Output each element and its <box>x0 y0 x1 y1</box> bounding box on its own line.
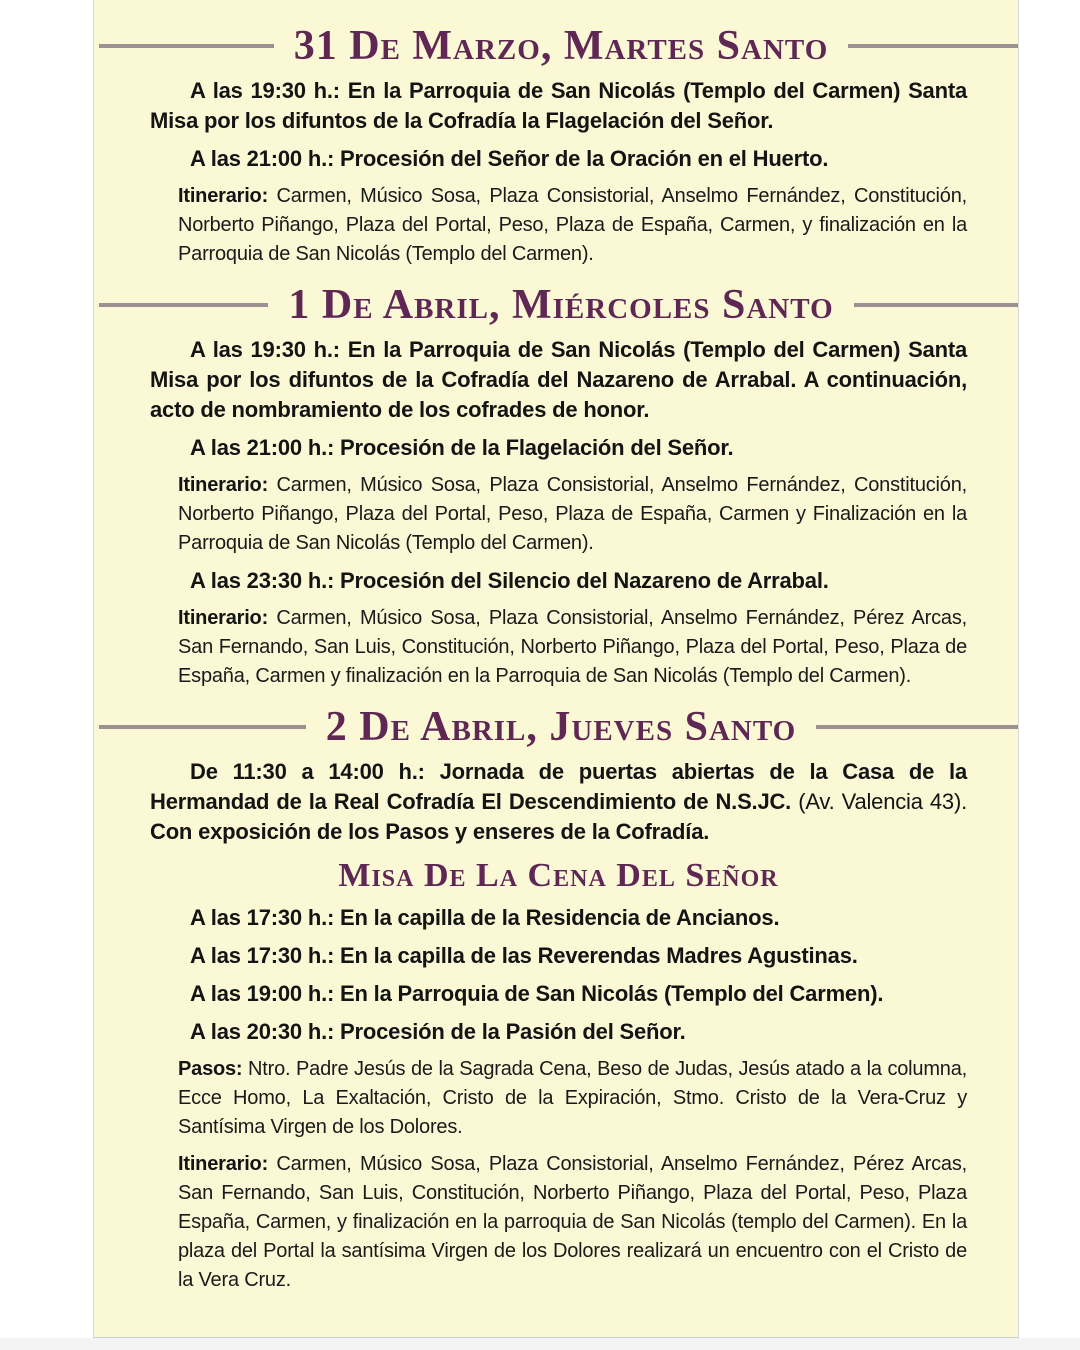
itinerary-label: Itinerario: <box>178 185 269 207</box>
itinerary-text: Carmen, Músico Sosa, Plaza Consistorial, Anselmo Fernández, Constitución, Norberto Piñango, Plaza del Portal, Peso, Plaza de España, Carmen, y finalización en la Parroquia de San Nicolás (Templo del Carmen). <box>178 185 967 265</box>
section-jueves-santo <box>150 705 967 1295</box>
section-heading-miercoles-santo: 1 De Abril, Miércoles Santo <box>288 282 834 328</box>
puertas-abiertas-bold-run: De 11:30 a 14:00 h.: Jornada de puertas abiertas de la Casa de la Hermandad de la Real Cofradía El Descendimiento de N.S.JC. <box>150 759 967 814</box>
heading-rule-right <box>854 303 1019 307</box>
itinerary-text: Carmen, Músico Sosa, Plaza Consistorial, Anselmo Fernández, Pérez Arcas, San Fernando, San Luis, Constitución, Norberto Piñango, Plaza del Portal, Peso, Plaza de España, Carmen y finalización en la Parroquia de San Nicolás (Templo del Carmen). <box>178 607 967 687</box>
heading-row-jueves-santo <box>99 705 1019 749</box>
pasos-text: Ntro. Padre Jesús de la Sagrada Cena, Beso de Judas, Jesús atado a la columna, Ecce Homo, La Exaltación, Cristo de la Expiración, Stmo. Cristo de la Vera-Cruz y Santísima Virgen de los Dolores. <box>178 1058 967 1138</box>
event-misa-difuntos-nazareno: A las 19:30 h.: En la Parroquia de San Nicolás (Templo del Carmen) Santa Misa por los difuntos de la Cofradía del Nazareno de Arrabal. A continuación, acto de nombramiento de los cofrades de honor. <box>150 337 967 422</box>
section-heading-jueves-santo: 2 De Abril, Jueves Santo <box>325 704 797 750</box>
section-martes-santo <box>150 24 967 269</box>
event-procesion-flagelacion: A las 21:00 h.: Procesión de la Flagelación del Señor. <box>190 435 734 460</box>
heading-rule-left <box>99 303 268 307</box>
event-procesion-pasion: A las 20:30 h.: Procesión de la Pasión del Señor. <box>190 1019 686 1044</box>
heading-rule-right <box>848 44 1019 48</box>
event-parroquia-san-nicolas: A las 19:00 h.: En la Parroquia de San Nicolás (Templo del Carmen). <box>190 981 884 1006</box>
event-capilla-residencia-ancianos: A las 17:30 h.: En la capilla de la Residencia de Ancianos. <box>190 905 780 930</box>
itinerary-flagelacion <box>178 471 967 558</box>
itinerary-label: Itinerario: <box>178 474 269 496</box>
event-jornada-puertas-abiertas <box>150 757 967 847</box>
event-capilla-madres-agustinas: A las 17:30 h.: En la capilla de las Reverendas Madres Agustinas. <box>190 943 858 968</box>
itinerary-silencio <box>178 604 967 691</box>
itinerary-text: Carmen, Músico Sosa, Plaza Consistorial, Anselmo Fernández, Pérez Arcas, San Fernando, San Luis, Constitución, Norberto Piñango, Plaza del Portal, Peso, Plaza España, Carmen, y finalización en la parroquia de San Nicolás (templo del Carmen). En la plaza del Portal la santísima Virgen de los Dolores realizará un encuentro con el Cristo de la Vera Cruz. <box>178 1153 967 1291</box>
itinerary-martes-santo <box>178 182 967 269</box>
program-page <box>93 0 1019 1338</box>
puertas-abiertas-exposicion-run: Con exposición de los Pasos y enseres de la Cofradía. <box>150 819 710 844</box>
event-misa-difuntos-flagelacion: A las 19:30 h.: En la Parroquia de San Nicolás (Templo del Carmen) Santa Misa por los difuntos de la Cofradía la Flagelación del Señor. <box>150 78 967 133</box>
heading-rule-right <box>816 725 1019 729</box>
event-procesion-oracion-huerto: A las 21:00 h.: Procesión del Señor de la Oración en el Huerto. <box>190 146 829 171</box>
heading-row-martes-santo <box>99 24 1019 68</box>
section-heading-martes-santo: 31 De Marzo, Martes Santo <box>293 23 829 69</box>
subheading-misa-cena-senor: Misa De La Cena Del Señor <box>338 857 779 894</box>
puertas-abiertas-address-run: (Av. Valencia 43). <box>791 789 967 814</box>
heading-row-miercoles-santo <box>99 283 1019 327</box>
page-bottom-strip <box>0 1338 1080 1350</box>
event-procesion-silencio: A las 23:30 h.: Procesión del Silencio del Nazareno de Arrabal. <box>190 568 829 593</box>
itinerary-text: Carmen, Músico Sosa, Plaza Consistorial, Anselmo Fernández, Constitución, Norberto Piñango, Plaza del Portal, Peso, Plaza de España, Carmen y Finalización en la Parroquia de San Nicolás (Templo del Carmen). <box>178 474 967 554</box>
section-miercoles-santo <box>150 283 967 691</box>
itinerary-label: Itinerario: <box>178 1153 269 1175</box>
heading-rule-left <box>99 725 306 729</box>
heading-rule-left <box>99 44 274 48</box>
pasos-list <box>178 1055 967 1142</box>
itinerary-jueves-santo <box>178 1150 967 1295</box>
itinerary-label: Itinerario: <box>178 607 269 629</box>
pasos-label: Pasos: <box>178 1058 243 1080</box>
